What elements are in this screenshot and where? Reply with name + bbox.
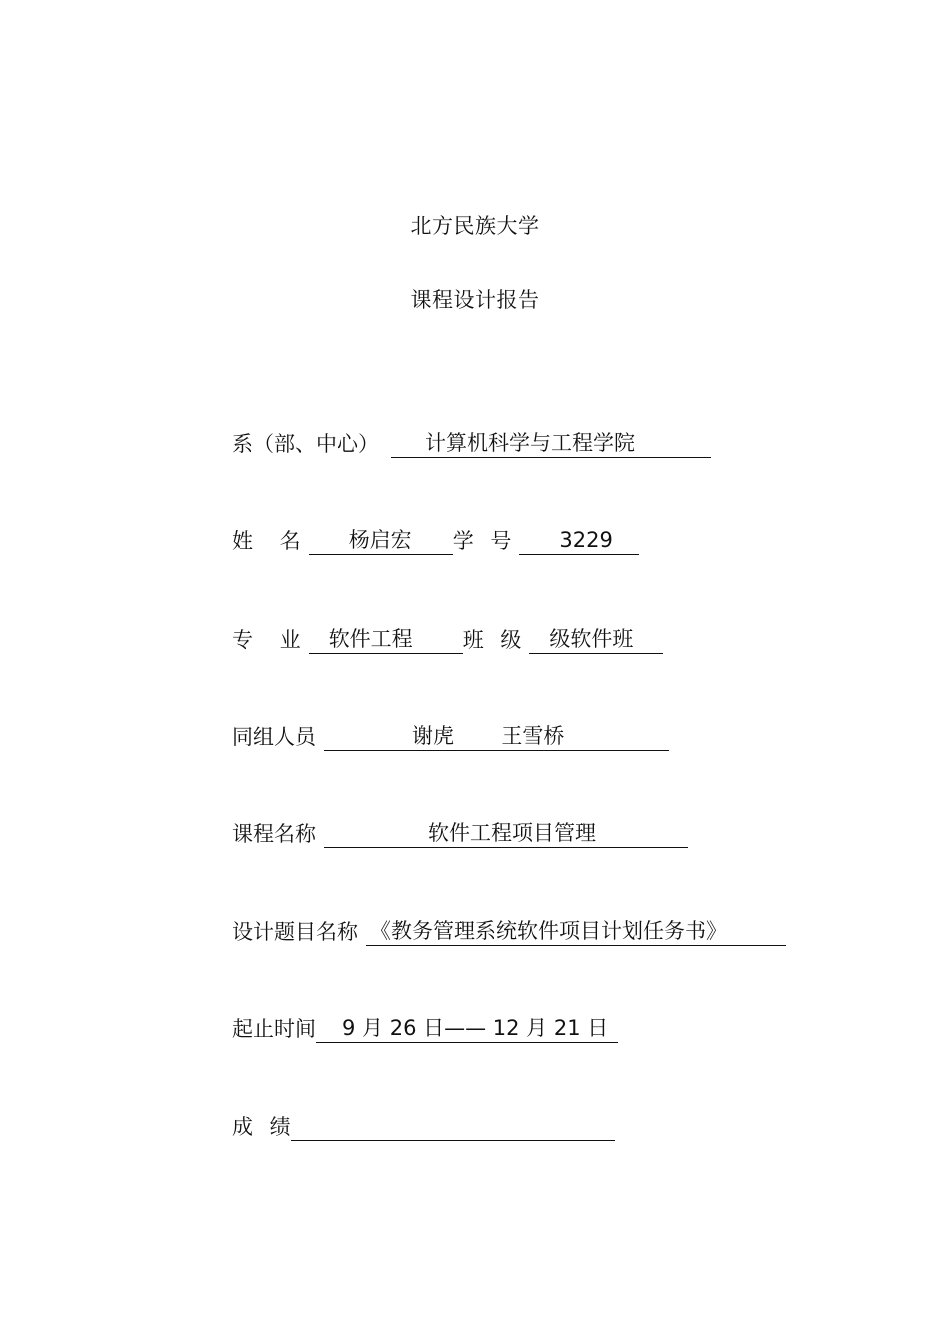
group-members-row bbox=[232, 721, 669, 751]
name-field bbox=[309, 527, 453, 555]
grade-row bbox=[232, 1111, 615, 1141]
period-field bbox=[316, 1015, 618, 1043]
major-label: 专 业 bbox=[232, 628, 301, 652]
design-topic-row bbox=[232, 916, 786, 946]
group-member-1: 谢虎 bbox=[412, 724, 454, 748]
course-name-value: 软件工程项目管理 bbox=[428, 821, 596, 845]
department-row bbox=[232, 428, 711, 458]
class-label: 班 级 bbox=[462, 628, 522, 652]
group-members-label: 同组人员 bbox=[232, 725, 316, 749]
department-field bbox=[391, 430, 711, 458]
student-id-label: 学 号 bbox=[452, 529, 512, 553]
class-value: 级软件班 bbox=[549, 627, 634, 651]
class-field bbox=[529, 626, 663, 654]
name-row bbox=[232, 525, 639, 555]
design-topic-field bbox=[366, 918, 786, 946]
name-value: 杨启宏 bbox=[348, 528, 412, 552]
student-id-value: 3229 bbox=[559, 528, 613, 552]
design-topic-label: 设计题目名称 bbox=[232, 920, 358, 944]
group-members-field bbox=[324, 723, 669, 751]
department-label: 系（部、中心） bbox=[232, 432, 379, 456]
major-field bbox=[309, 626, 463, 654]
name-label: 姓 名 bbox=[232, 529, 301, 553]
period-label: 起止时间 bbox=[232, 1017, 316, 1041]
course-name-field bbox=[324, 820, 688, 848]
major-value: 软件工程 bbox=[328, 627, 413, 651]
course-name-row bbox=[232, 818, 688, 848]
course-name-label: 课程名称 bbox=[232, 822, 316, 846]
group-member-2: 王雪桥 bbox=[501, 724, 565, 748]
design-topic-value: 《教务管理系统软件项目计划任务书》 bbox=[370, 919, 727, 943]
major-row bbox=[232, 624, 663, 654]
student-id-field bbox=[519, 527, 639, 555]
grade-label: 成 绩 bbox=[232, 1115, 291, 1139]
period-row bbox=[232, 1013, 618, 1043]
department-value: 计算机科学与工程学院 bbox=[425, 431, 635, 455]
period-value: 9 月 26 日—— 12 月 21 日 bbox=[342, 1016, 609, 1040]
university-title: 北方民族大学 bbox=[410, 214, 540, 238]
grade-field bbox=[291, 1113, 615, 1141]
report-title: 课程设计报告 bbox=[410, 288, 540, 312]
